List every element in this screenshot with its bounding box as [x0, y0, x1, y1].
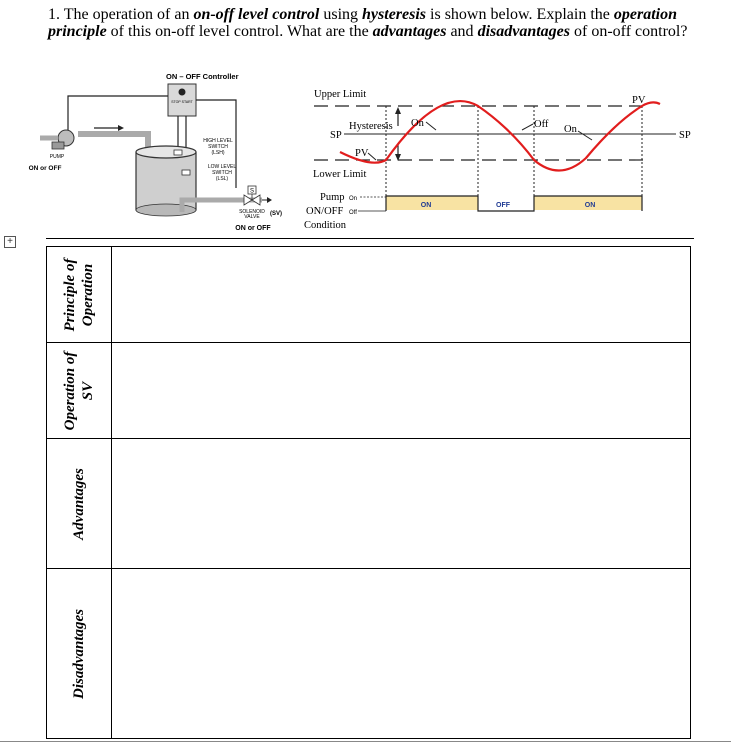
stop-start-label: STOP START: [171, 100, 193, 104]
emph-disadvantages: disadvantages: [477, 23, 571, 40]
lsl-label-2: SWITCH: [212, 170, 232, 176]
pump-state-label: ON or OFF: [28, 165, 62, 172]
answer-cell-disadvantages[interactable]: [112, 569, 691, 739]
hysteresis-arrowhead-up: [395, 107, 401, 114]
table-row: [47, 247, 691, 343]
on-pointer-1: [426, 122, 436, 130]
question-text: 1. The operation of an on-off level control using hysteresis is shown below. Explain the operation principle of this on-off level control. What are the advantages and disadvantages of on-off control?: [48, 6, 688, 40]
row-label-principle: Principle of Operation: [47, 247, 112, 343]
on-label-2: On: [564, 124, 577, 135]
lsl-label-1: LOW LEVEL: [207, 164, 237, 170]
valve-label-2: VALVE: [244, 214, 260, 220]
pv-pointer-left: [368, 153, 376, 160]
hysteresis-label: Hysteresis: [349, 121, 393, 132]
answer-cell-advantages[interactable]: [112, 439, 691, 569]
tank-icon: [136, 146, 196, 216]
switch-guides: [386, 106, 642, 210]
pump-condition-bars: [386, 196, 642, 211]
schematic: [29, 72, 282, 232]
pv-label-right: PV: [632, 95, 646, 106]
flow-arrowhead-in: [118, 125, 124, 131]
upper-limit-label: Upper Limit: [314, 89, 367, 100]
level-control-figure: [0, 70, 731, 235]
row-label-advantages: Advantages: [47, 439, 112, 569]
pump-on-tick: On: [349, 196, 358, 202]
table-row: [47, 343, 691, 439]
table-move-handle[interactable]: +: [4, 236, 16, 248]
emph-on-off-level-control: on-off level control: [193, 6, 320, 23]
high-level-switch-icon: [174, 150, 182, 155]
emph-operation-principle: operation principle: [48, 6, 677, 40]
table-row: [47, 569, 691, 739]
pump-label: Pump: [320, 192, 345, 203]
sv-tag: (SV): [270, 211, 282, 217]
answer-cell-principle[interactable]: [112, 247, 691, 343]
valve-s-badge: S: [249, 188, 255, 195]
table-row: [47, 439, 691, 569]
lsh-label-2: SWITCH: [208, 144, 228, 150]
pump-label: PUMP: [49, 154, 65, 160]
lsh-label-3: (LSH): [211, 150, 225, 156]
segment-on-1: [386, 196, 478, 210]
lsh-label-1: HIGH LEVEL: [203, 138, 233, 144]
pump-onoff-label: ON/OFF: [306, 206, 344, 217]
pump-icon: [40, 130, 74, 149]
off-label: Off: [534, 119, 549, 130]
pump-off-tick: Off: [349, 210, 357, 216]
valve-label-1: SOLENOID: [239, 209, 265, 215]
flow-arrowhead-out: [267, 197, 272, 203]
controller-indicator-icon: [179, 89, 186, 96]
answer-table: [46, 246, 691, 739]
lower-limit-label: Lower Limit: [313, 169, 367, 180]
row-label-operation-sv: Operation of SV: [47, 343, 112, 439]
low-level-switch-icon: [182, 170, 190, 175]
valve-state-label: ON or OFF: [235, 225, 271, 232]
on-label-1: On: [411, 118, 424, 129]
sp-label-right: SP: [679, 130, 691, 141]
row-label-disadvantages: Disadvantages: [47, 569, 112, 739]
lsl-label-3: (LSL): [215, 176, 229, 182]
condition-label: Condition: [304, 220, 347, 231]
wire-pump: [68, 96, 168, 130]
hysteresis-graph: [304, 89, 691, 231]
page-bottom-rule: [0, 741, 731, 742]
top-rule: [46, 238, 694, 239]
answer-cell-operation-sv[interactable]: [112, 343, 691, 439]
controller-title: ON – OFF Controller: [166, 72, 239, 81]
off-pointer: [522, 124, 533, 130]
segment-label-off: OFF: [496, 202, 510, 209]
emph-advantages: advantages: [372, 23, 447, 40]
sp-label-left: SP: [330, 130, 342, 141]
pv-label-left: PV: [355, 148, 369, 159]
segment-label-on-1: ON: [420, 202, 432, 209]
segment-label-on-2: ON: [584, 202, 596, 209]
emph-hysteresis: hysteresis: [362, 6, 427, 23]
on-pointer-2: [578, 131, 592, 140]
question-number: 1.: [48, 6, 60, 23]
